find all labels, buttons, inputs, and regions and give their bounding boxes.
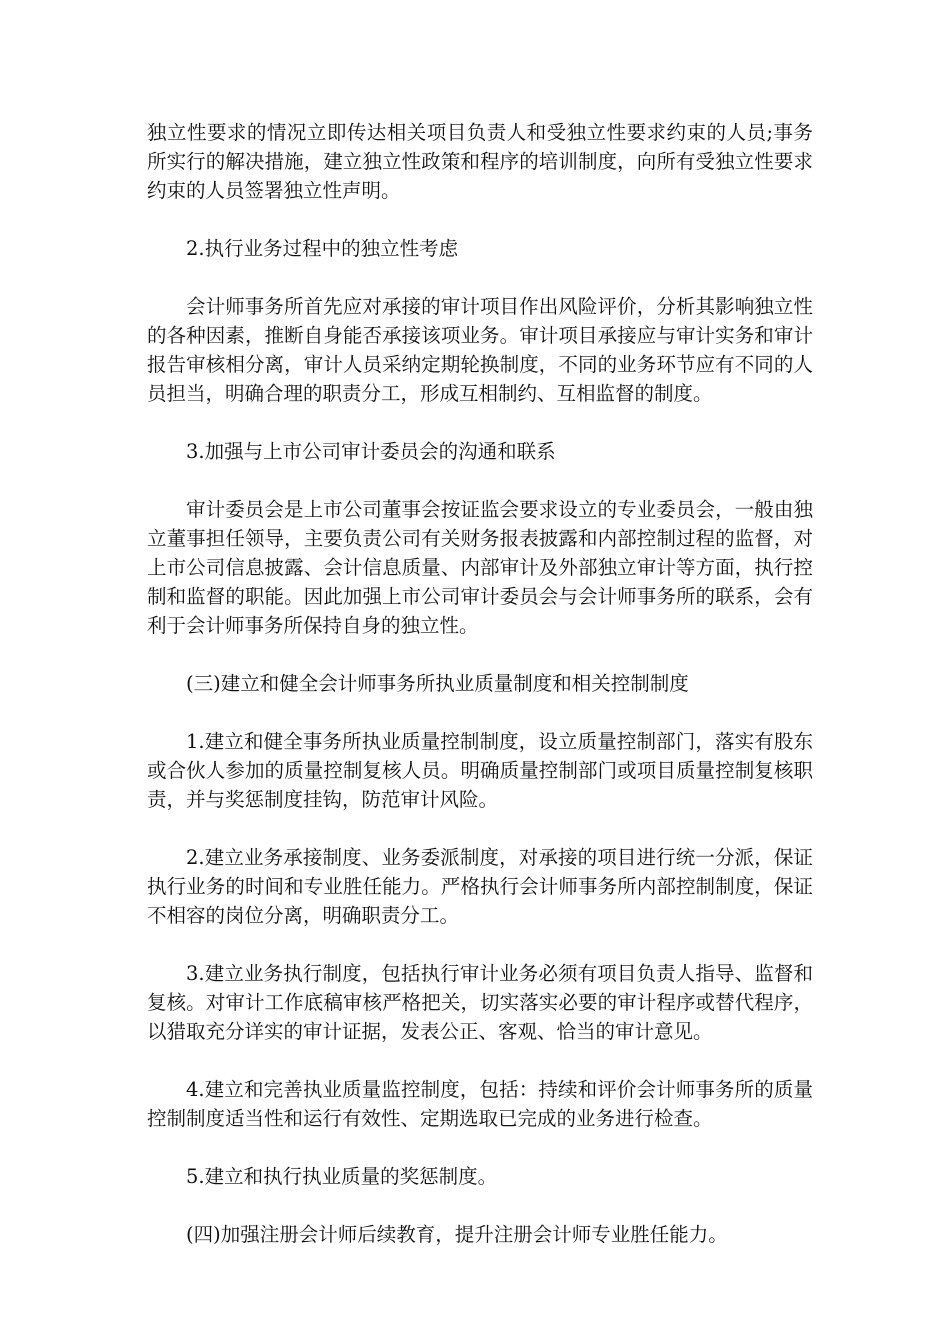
heading-audit-committee-communication: 3.加强与上市公司审计委员会的沟通和联系 bbox=[186, 440, 556, 463]
paragraph-quality-control-4: 4.建立和完善执业质量监控制度，包括：持续和评价会计师事务所的质量控制制度适当性和运行有效性、定期选取已完成的业务进行检查。 bbox=[147, 1078, 813, 1130]
paragraph-independence-continued: 独立性要求的情况立即传达相关项目负责人和受独立性要求约束的人员;事务所实行的解决措施，建立独立性政策和程序的培训制度，向所有受独立性要求约束的人员签署独立性声明。 bbox=[147, 121, 813, 202]
paragraph-risk-evaluation: 会计师事务所首先应对承接的审计项目作出风险评价，分析其影响独立性的各种因素，推断自身能否承接该项业务。审计项目承接应与审计实务和审计报告审核相分离，审计人员采纳定期轮换制度，不同的业务环节应有不同的人员担当，明确合理的职责分工，形成互相制约、互相监督的制度。 bbox=[147, 295, 813, 405]
paragraph-quality-control-3: 3.建立业务执行制度，包括执行审计业务必须有项目负责人指导、监督和复核。对审计工作底稿审核严格把关，切实落实必要的审计程序或替代程序，以猎取充分详实的审计证据，发表公正、客观、恰当的审计意见。 bbox=[147, 962, 813, 1043]
paragraph-quality-control-2: 2.建立业务承接制度、业务委派制度，对承接的项目进行统一分派，保证执行业务的时间和专业胜任能力。严格执行会计师事务所内部控制制度，保证不相容的岗位分离，明确职责分工。 bbox=[147, 846, 813, 927]
heading-quality-control-system: (三)建立和健全会计师事务所执业质量制度和相关控制制度 bbox=[186, 672, 689, 695]
heading-independence-during-engagement: 2.执行业务过程中的独立性考虑 bbox=[186, 237, 459, 260]
paragraph-quality-control-1: 1.建立和健全事务所执业质量控制制度，设立质量控制部门，落实有股东或合伙人参加的质量控制复核人员。明确质量控制部门或项目质量控制复核职责，并与奖惩制度挂钩，防范审计风险。 bbox=[147, 730, 813, 811]
document-page bbox=[147, 118, 813, 1278]
paragraph-quality-control-5: 5.建立和执行执业质量的奖惩制度。 bbox=[186, 1165, 498, 1188]
paragraph-audit-committee: 审计委员会是上市公司董事会按证监会要求设立的专业委员会，一般由独立董事担任领导，主要负责公司有关财务报表披露和内部控制过程的监督，对上市公司信息披露、会计信息质量、内部审计及外部独立审计等方面，执行控制和监督的职能。因此加强上市公司审计委员会与会计师事务所的联系，会有利于会计师事务所保持自身的独立性。 bbox=[147, 498, 813, 637]
heading-continuing-education: (四)加强注册会计师后续教育，提升注册会计师专业胜任能力。 bbox=[186, 1223, 728, 1246]
